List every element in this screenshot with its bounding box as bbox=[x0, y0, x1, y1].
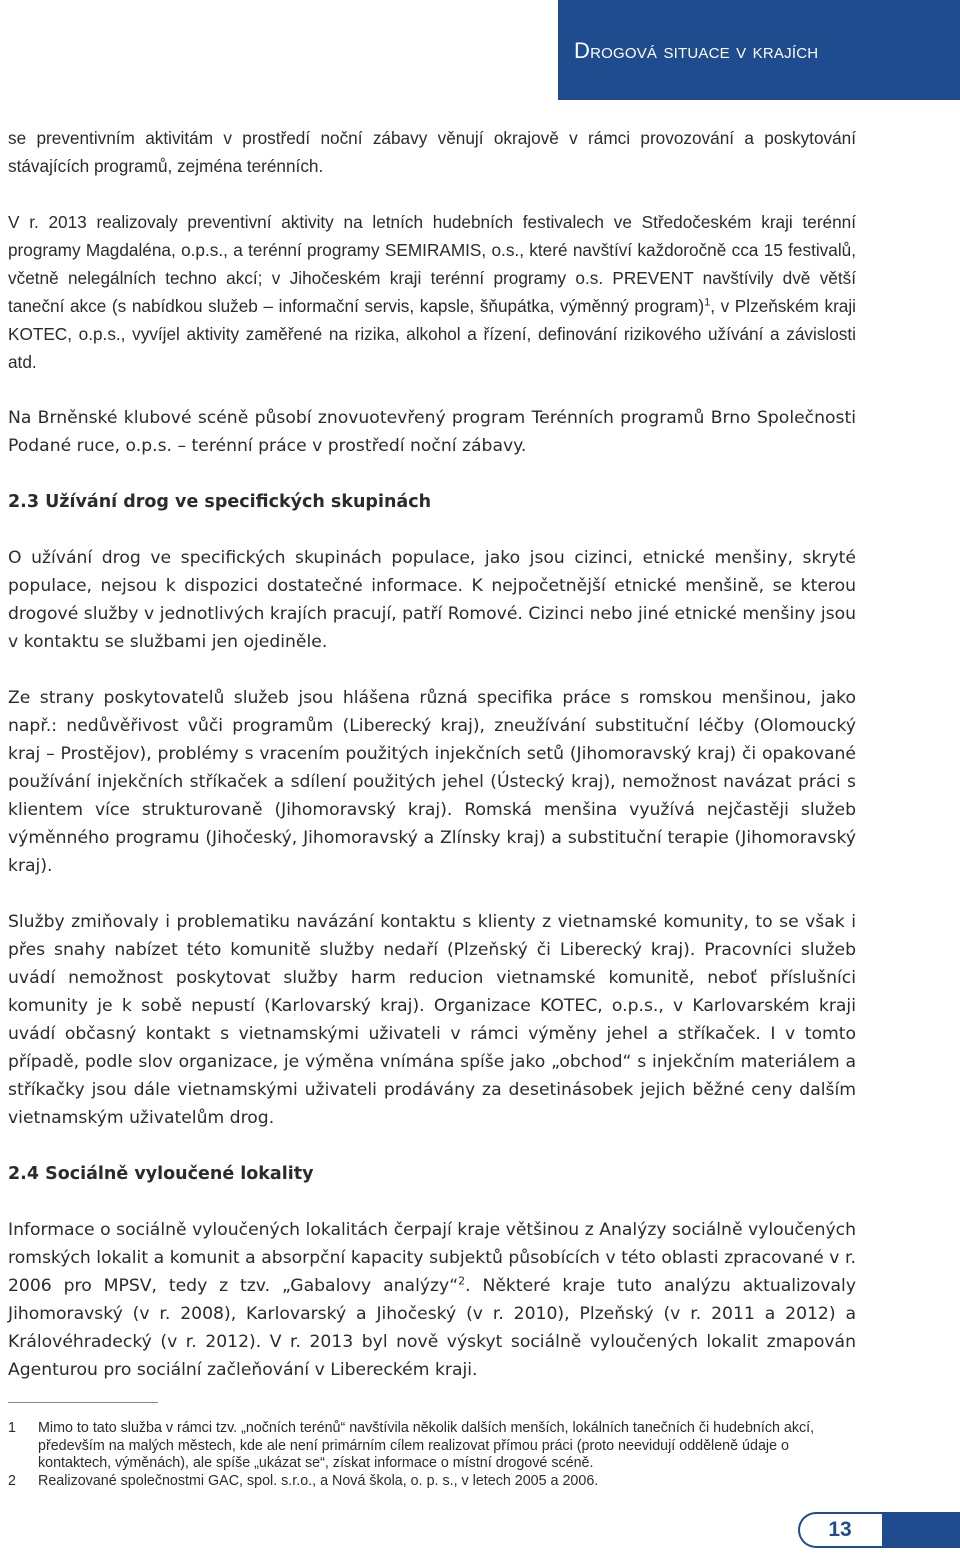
footnote-number: 1 bbox=[8, 1420, 16, 1436]
footnote-ref-2[interactable]: 2 bbox=[458, 1274, 466, 1288]
footnote-ref-1[interactable]: 1 bbox=[704, 296, 711, 309]
paragraph-festivals-text-b: , v Plzeňském kraji KOTEC, o.p.s., vyvíjel aktivity zaměřené na rizika, alkohol a řízení, definování rizikového užívání a závislosti atd. bbox=[8, 296, 856, 372]
section-heading-2-3: 2.3 Užívání drog ve specifických skupinách bbox=[8, 492, 432, 512]
page-number-band bbox=[882, 1512, 960, 1548]
paragraph-excluded-localities bbox=[8, 1216, 856, 1384]
paragraph-excluded-localities-text-a: Informace o sociálně vyloučených lokalitách čerpají kraje většinou z Analýzy sociálně vyloučených romských lokalit a komunit a absorpční kapacity subjektů působících v této oblasti zpracované v r. 2006 pro MPSV, tedy z tzv. „Gabalovy analýzy“ bbox=[8, 1220, 856, 1296]
section-heading-2-4: 2.4 Sociálně vyloučené lokality bbox=[8, 1164, 314, 1184]
footnotes bbox=[8, 1420, 856, 1490]
footnote-item bbox=[8, 1473, 856, 1491]
paragraph-festivals bbox=[8, 208, 856, 376]
paragraph-brno: Na Brněnské klubové scéně působí znovuotevřený program Terénních programů Brno Společnosti Podané ruce, o.p.s. – terénní práce v prostředí noční zábavy. bbox=[8, 408, 856, 456]
footnote-item bbox=[8, 1420, 856, 1473]
running-header-title: Drogová situace v krajích bbox=[574, 38, 819, 63]
paragraph-specific-groups: O užívání drog ve specifických skupinách populace, jako jsou cizinci, etnické menšiny, skryté populace, nejsou k dispozici dostatečné informace. K nejpočetnější etnické menšině, se kterou drogové služby v jednotlivých krajích pracují, patří Romové. Cizinci nebo jiné etnické menšiny jsou v kontaktu se službami jen ojediněle. bbox=[8, 548, 856, 652]
paragraph-excluded-localities-text-b: . Některé kraje tuto analýzu aktualizovaly Jihomoravský (v r. 2008), Karlovarský a Jihočeský (v r. 2010), Plzeňský (v r. 2011 a 2012) a Královéhradecký (v r. 2012). V r. 2013 byl nově výskyt sociálně vyloučených lokalit zmapován Agenturou pro sociální začleňování v Libereckém kraji. bbox=[8, 1276, 856, 1380]
paragraph-festivals-text-a: V r. 2013 realizovaly preventivní aktivity na letních hudebních festivalech ve Středočeském kraji terénní programy Magdaléna, o.p.s., a terénní programy SEMIRAMIS, o.s., které navštíví každoročně cca 15 festivalů, včetně nelegálních techno akcí; v Jihočeském kraji terénní programy o.s. PREVENT navštívily dvě větší taneční akce (s nabídkou služeb – informační servis, kapsle, šňupátka, výměnný program) bbox=[8, 212, 856, 316]
footnote-text: Realizované společnostmi GAC, spol. s.r.o., a Nová škola, o. p. s., v letech 2005 a 2006. bbox=[38, 1472, 599, 1489]
footnote-number: 2 bbox=[8, 1472, 16, 1489]
paragraph-intro-continuation: se preventivním aktivitám v prostředí noční zábavy věnují okrajově v rámci provozování a poskytování stávajících programů, zejména terénních. bbox=[8, 128, 856, 176]
main-content bbox=[8, 124, 856, 1384]
page-number: 13 bbox=[828, 1518, 852, 1541]
footnote-text: Mimo to tato služba v rámci tzv. „nočních terénů“ navštívila několik dalších menších, lokálních tanečních či hudebních akcí, především na malých městech, kde ale není primárním cílem realizovat přímou práci (proto neevidují odděleně údaje o kontaktech, výměnách), ale spíše „ukázat se“, získat informace o místní drogové scéně. bbox=[38, 1420, 815, 1471]
footnote-divider bbox=[8, 1402, 158, 1403]
paragraph-roma-specifics: Ze strany poskytovatelů služeb jsou hlášena různá specifika práce s romskou menšinou, jako např.: nedůvěřivost vůči programům (Liberecký kraj), zneužívání substituční léčby (Olomoucký kraj – Prostějov), problémy s vracením použitých injekčních setů (Jihomoravský kraj) či opakované používání injekčních stříkaček a sdílení použitých jehel (Ústecký kraj), nemožnost navázat práci s klientem více strukturovaně (Jihomoravský kraj). Romská menšina využívá nejčastěji služeb výměnného programu (Jihočeský, Jihomoravský a Zlínsky kraj) a substituční terapie (Jihomoravský kraj). bbox=[8, 688, 856, 876]
paragraph-vietnamese-community: Služby zmiňovaly i problematiku navázání kontaktu s klienty z vietnamské komunity, to se však i přes snahy nabízet této komunitě služby nedaří (Plzeňský či Liberecký kraj). Pracovníci služeb uvádí nemožnost poskytovat služby harm reducion vietnamské komunitě, neboť příslušníci komunity je k sobě nepustí (Karlovarský kraj). Organizace KOTEC, o.p.s., v Karlovarském kraji uvádí občasný kontakt s vietnamskými uživateli v rámci výměny jehel a stříkaček. I v tomto případě, podle slov organizace, je výměna vnímána spíše jako „obchod“ s injekčním materiálem a stříkačky jsou dále vietnamskými uživateli prodávány za desetinásobek jejich běžné ceny dalším vietnamským uživatelům drog. bbox=[8, 912, 856, 1128]
